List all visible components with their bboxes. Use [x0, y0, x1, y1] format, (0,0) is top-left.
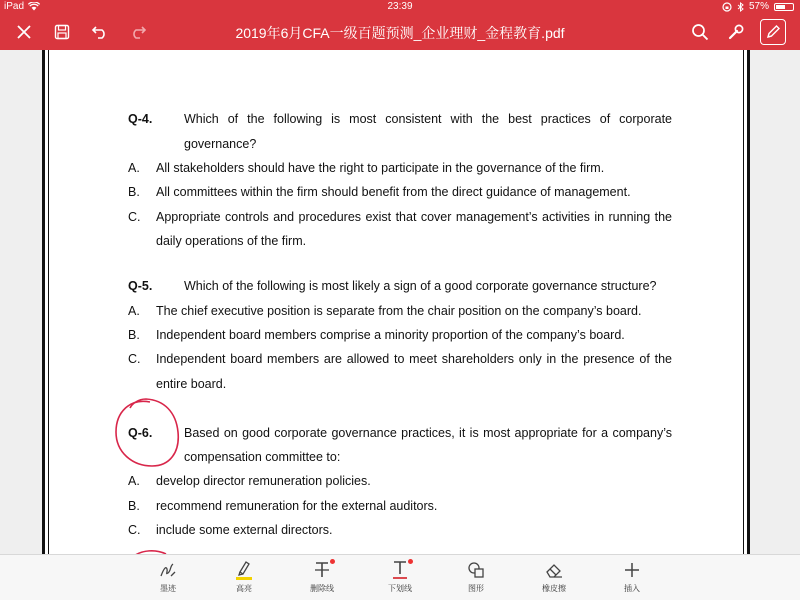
tool-label: 橡皮擦 — [542, 584, 566, 593]
tool-label: 插入 — [624, 584, 640, 593]
question-number: Q-6. — [128, 426, 153, 440]
tool-underline[interactable] — [370, 559, 430, 594]
device-name: iPad — [4, 1, 25, 12]
battery-percent: 57% — [748, 1, 769, 12]
status-bar — [0, 0, 800, 14]
option-letter: B. — [128, 328, 140, 342]
option-letter: C. — [128, 210, 141, 224]
ink-icon — [158, 560, 178, 580]
ink-annotation[interactable] — [0, 50, 800, 554]
clock: 23:39 — [387, 1, 413, 12]
question-number: Q-4. — [128, 112, 153, 126]
option-text: All committees within the firm should benefit from the direct guidance of management. — [156, 185, 631, 199]
option-letter: A. — [128, 304, 140, 318]
option-text: daily operations of the firm. — [156, 234, 307, 248]
option-text: entire board. — [156, 377, 227, 391]
question-text: compensation committee to: — [184, 450, 341, 464]
option-text: All stakeholders should have the right to participate in the governance of the firm. — [156, 161, 605, 175]
tools-button[interactable] — [722, 18, 750, 46]
document-title: 2019年6月CFA一级百题预测_企业理财_金程教育.pdf — [235, 25, 565, 41]
question-text: Based on good corporate governance practices, it is most appropriate for a company’s — [184, 426, 672, 440]
option-text: Independent board members are allowed to meet shareholders only in the presence of the — [156, 352, 672, 366]
search-button[interactable] — [686, 18, 714, 46]
tool-label: 下划线 — [388, 584, 412, 593]
option-letter: C. — [128, 523, 141, 537]
option-letter: A. — [128, 474, 140, 488]
tool-highlight[interactable] — [214, 559, 274, 594]
question-number: Q-5. — [128, 279, 153, 293]
bluetooth-icon — [737, 2, 744, 12]
option-text: Appropriate controls and procedures exist that cover management’s activities in running the — [156, 210, 672, 224]
tool-strikethrough[interactable] — [292, 559, 352, 594]
search-icon — [691, 23, 709, 41]
option-text: develop director remuneration policies. — [156, 474, 371, 488]
option-text: include some external directors. — [156, 523, 333, 537]
strikethrough-icon — [312, 560, 332, 580]
option-text: recommend remuneration for the external auditors. — [156, 499, 438, 513]
tool-label: 删除线 — [310, 584, 334, 593]
tool-eraser[interactable] — [524, 559, 584, 594]
question-text: Which of the following is most likely a sign of a good corporate governance structure? — [184, 279, 657, 293]
question-text: governance? — [184, 137, 257, 151]
option-letter: B. — [128, 499, 140, 513]
tool-label: 图形 — [468, 584, 484, 593]
plus-icon — [622, 560, 642, 580]
tool-label: 墨迹 — [160, 584, 176, 593]
question-text: Which of the following is most consistent with the best practices of corporate — [184, 112, 672, 126]
highlighter-icon — [234, 559, 254, 581]
battery-icon — [774, 3, 794, 11]
top-toolbar — [0, 14, 800, 50]
annotate-button[interactable] — [760, 19, 786, 45]
orientation-lock-icon — [722, 2, 732, 12]
document-viewer[interactable] — [0, 50, 800, 554]
annotation-toolbar — [0, 554, 800, 600]
underline-icon — [390, 560, 410, 580]
pen-icon — [765, 24, 781, 40]
option-text: Independent board members comprise a minority proportion of the company’s board. — [156, 328, 625, 342]
option-text: The chief executive position is separate from the chair position on the company’s board. — [156, 304, 642, 318]
tool-ink[interactable] — [138, 559, 198, 594]
eraser-icon — [544, 560, 564, 580]
option-letter: B. — [128, 185, 140, 199]
tool-insert[interactable] — [602, 559, 662, 594]
wrench-icon — [727, 23, 745, 41]
tool-label: 高亮 — [236, 584, 252, 593]
shapes-icon — [466, 560, 486, 580]
option-letter: A. — [128, 161, 140, 175]
option-letter: C. — [128, 352, 141, 366]
tool-shapes[interactable] — [446, 559, 506, 594]
